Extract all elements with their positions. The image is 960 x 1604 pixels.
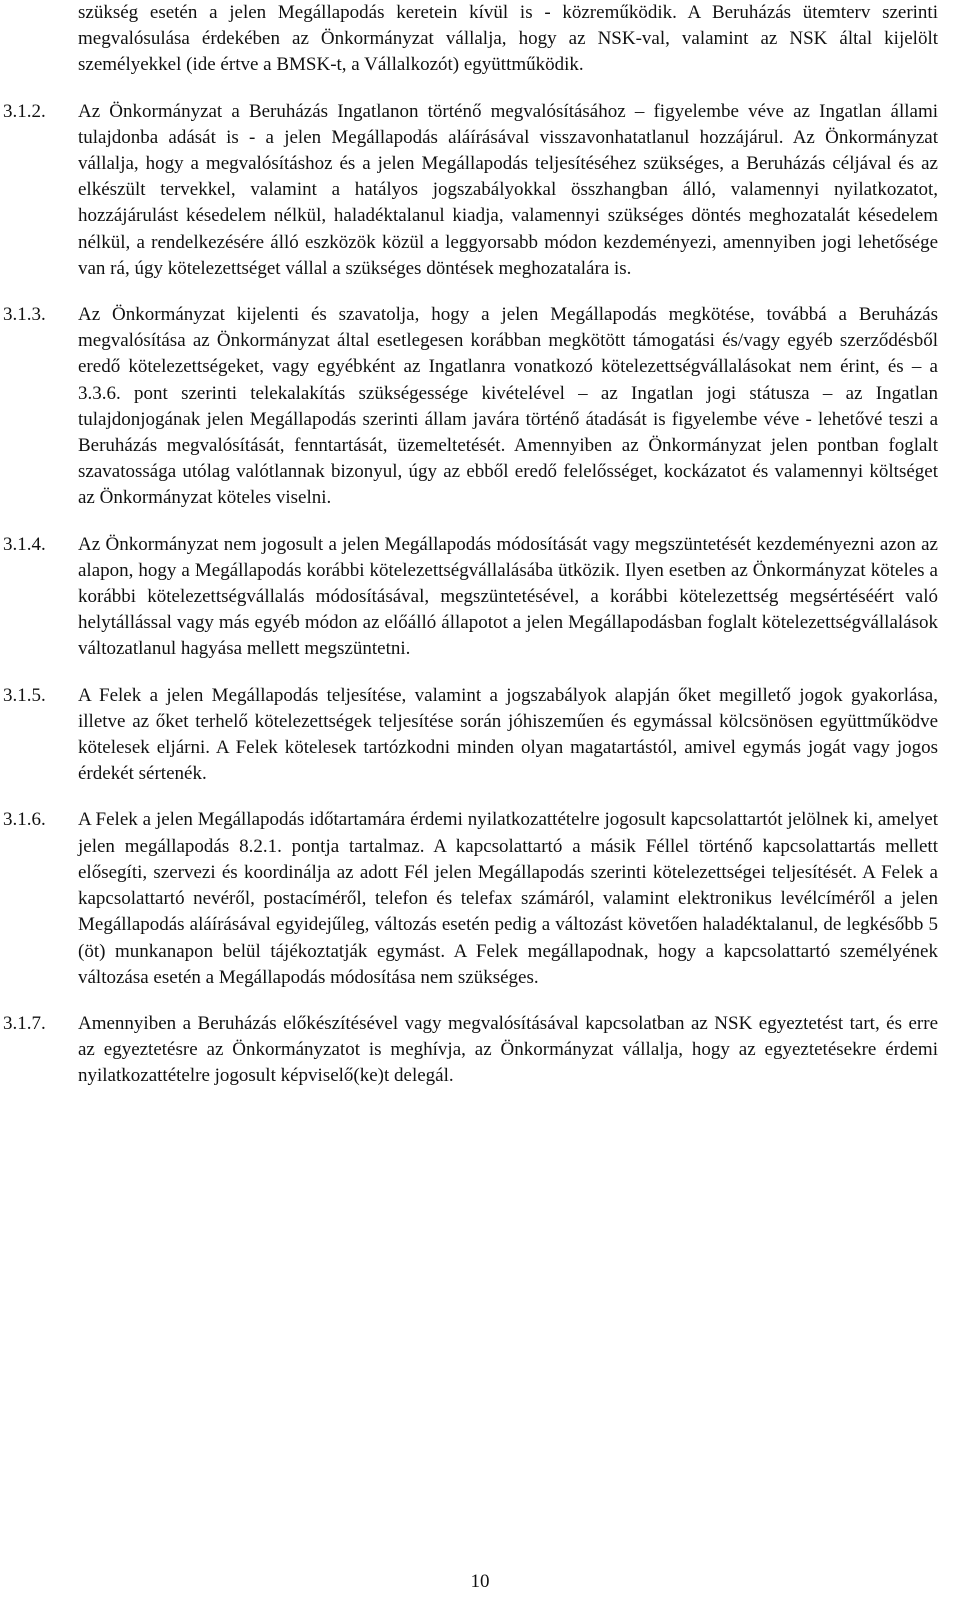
clause-number: 3.1.5.: [3, 684, 46, 706]
clause-3-1-3: [3, 302, 938, 512]
clause-number: 3.1.4.: [3, 533, 46, 555]
clause-3-1-7: [3, 1011, 938, 1090]
clause-text: A Felek a jelen Megállapodás időtartamára érdemi nyilatkozattételre jogosult kapcsolattartót jelölnek ki, amelyet jelen megállapodás 8.2.1. pontja tartalmaz. A kapcsolattartó a másik Féllel történő kapcsolattartás mellett elősegíti, szervezi és koordinálja az adott Fél jelen Megállapodás szerinti kötelezettségei teljesítését. A Felek a kapcsolattartó nevéről, postacíméről, telefon és telefax számáról, valamint elektronikus levélcíméről a jelen Megállapodás aláírásával egyidejűleg, változás esetén pedig a változást követően haladéktalanul, de legkésőbb 5 (öt) munkanapon belül tájékoztatják egymást. A Felek megállapodnak, hogy a kapcsolattartó személyének változása esetén a Megállapodás módosítása nem szükséges.: [78, 809, 938, 988]
clause-3-1-6: [3, 807, 938, 990]
clause-text: Az Önkormányzat kijelenti és szavatolja, hogy a jelen Megállapodás megkötése, továbbá a Beruházás megvalósítása az Önkormányzat által esetlegesen korábban megkötött támogatási és/vagy egyéb szerződésből eredő kötelezettségeket, vagy egyébként az Ingatlanra vonatkozó kötelezettségvállalásokat nem érint, és – a 3.3.6. pont szerinti telekalakítás szükségessége kivételével – az Ingatlan jogi státusza – az Ingatlan tulajdonjogának jelen Megállapodás szerinti állam javára történő átadását is figyelembe véve - lehetővé teszi a Beruházás megvalósítását, fenntartását, üzemeltetését. Amennyiben az Önkormányzat jelen pontban foglalt szavatossága utólag valótlannak bizonyul, úgy az ebből eredő felelősséget, kockázatot és valamennyi költséget az Önkormányzat köteles viselni.: [78, 304, 938, 509]
clause-3-1-5: [3, 683, 938, 788]
clause-number: 3.1.3.: [3, 304, 46, 326]
clause-text: Az Önkormányzat a Beruházás Ingatlanon történő megvalósításához – figyelembe véve az Ingatlan állami tulajdonba adását is - a jelen Megállapodás aláírásával visszavonhatatlanul hozzájárul. Az Önkormányzat vállalja, hogy a megvalósításhoz és a jelen Megállapodás teljesítéséhez szükséges, a Beruházás céljával és az elkészült tervekkel, valamint a hatályos jogszabályokkal összhangban álló, valamennyi nyilatkozatot, hozzájárulást késedelem nélkül, haladéktalanul kiadja, valamennyi szükséges döntés meghozatalát késedelem nélkül, a rendelkezésére álló eszközök közül a leggyorsabb módon kezdeményezi, amennyiben jogi lehetősége van rá, úgy kötelezettséget vállal a szükséges döntések meghozatalára is.: [78, 100, 938, 279]
intro-paragraph: szükség esetén a jelen Megállapodás keretein kívül is - közreműködik. A Beruházás ütemterv szerinti megvalósulása érdekében az Önkormányzat vállalja, hogy az NSK-val, valamint az NSK által kijelölt személyekkel (ide értve a BMSK-t, a Vállalkozót) együttműködik.: [78, 2, 938, 76]
clause-3-1-2: [3, 99, 938, 282]
clause-number: 3.1.6.: [3, 809, 46, 831]
page-number: 10: [470, 1571, 490, 1592]
clause-number: 3.1.7.: [3, 1012, 46, 1034]
clause-text: A Felek a jelen Megállapodás teljesítése, valamint a jogszabályok alapján őket megillető jogok gyakorlása, illetve az őket terhelő kötelezettségek teljesítése során jóhiszeműen és egymással kölcsönösen együttműködve kötelesek eljárni. A Felek kötelesek tartózkodni minden olyan magatartástól, amivel egymás jogát vagy jogos érdekét sértenék.: [78, 684, 938, 785]
document-body: [3, 0, 938, 1110]
clause-3-1-4: [3, 532, 938, 663]
clause-text: Az Önkormányzat nem jogosult a jelen Megállapodás módosítását vagy megszüntetését kezdeményezni azon az alapon, hogy a Megállapodás korábbi kötelezettségvállalásába ütközik. Ilyen esetben az Önkormányzat köteles a korábbi kötelezettségvállalás módosításával, megszüntetésével, a korábbi kötelezettség megsértéséért való helytállással vagy más egyéb módon az előálló állapotot a jelen Megállapodásban foglalt kötelezettségvállalások változatlanul hagyása mellett megszüntetni.: [78, 533, 938, 660]
clause-text: Amennyiben a Beruházás előkészítésével vagy megvalósításával kapcsolatban az NSK egyeztetést tart, és erre az egyeztetésre az Önkormányzatot is meghívja, az Önkormányzat vállalja, hogy az egyeztetésekre érdemi nyilatkozattételre jogosult képviselő(ke)t delegál.: [78, 1012, 938, 1087]
clause-number: 3.1.2.: [3, 100, 46, 122]
